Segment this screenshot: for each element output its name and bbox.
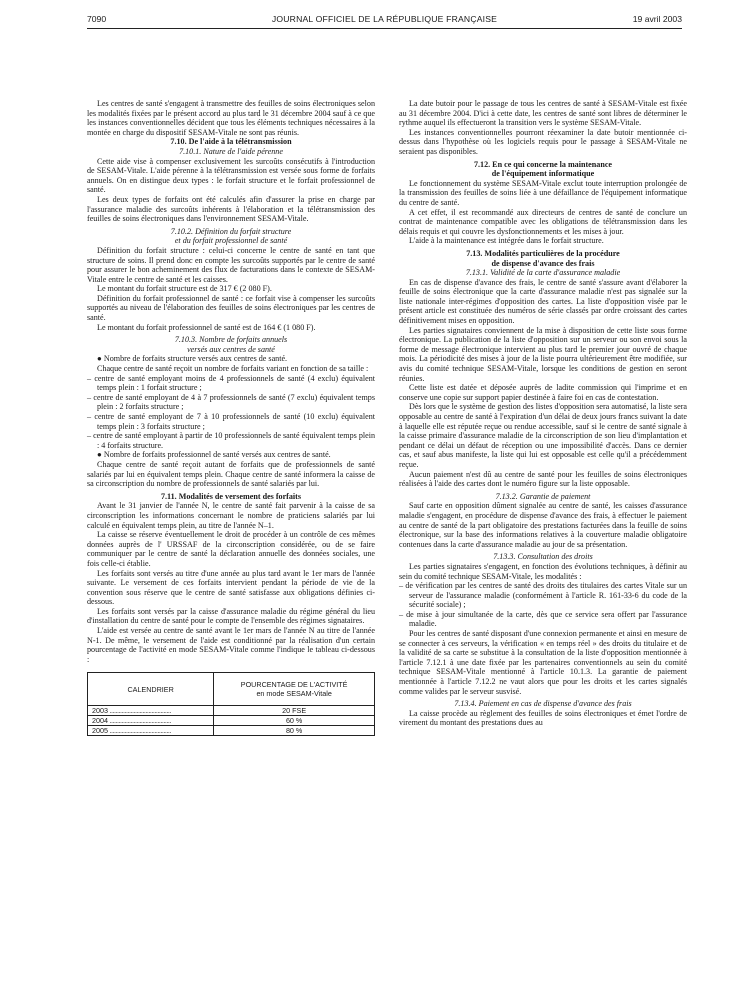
right-column <box>399 99 687 728</box>
subsection-heading-7-10-3: 7.10.3. Nombre de forfaits annuels <box>174 335 288 345</box>
page-number: 7090 <box>87 14 107 24</box>
publication-date: 19 avril 2003 <box>632 14 682 24</box>
dash-item: – centre de santé employant de 7 à 10 professionnels de santé (10 exclu) équivalent temps plein : 3 forfaits structure ; <box>87 412 375 431</box>
paragraph: La caisse procède au règlement des feuilles de soins électroniques et émet l'ordre de virement du montant des prestations dues au <box>399 708 687 728</box>
paragraph: Le montant du forfait professionnel de santé est de 164 € (1 080 F). <box>97 322 316 332</box>
paragraph: En cas de dispense d'avance des frais, le centre de santé s'assure avant d'élaborer la feuille de soins électronique que la carte d'assurance maladie n'est pas signalée sur la liste nationale inter-régimes d'opposition des cartes. La liste d'opposition visée par le présent article est constituée des numéros de série classés par ordre croissant des cartes définitivement mises en opposition. <box>399 277 687 326</box>
subsection-heading-7-13-3: 7.13.3. Consultation des droits <box>493 552 593 562</box>
table-header-pourcentage <box>214 673 375 706</box>
paragraph: Cette aide vise à compenser exclusivement les surcoûts consécutifs à l'introduction de SESAM-Vitale. L'aide pérenne à la télétransmission est versée sous forme de forfaits annuels. On en distingue deux types : le forfait structure et le forfait professionnel de santé. <box>87 156 375 195</box>
activity-percentage-table <box>87 672 375 736</box>
table-header-pourcentage-line1: POURCENTAGE DE L'ACTIVITÉ <box>240 679 348 689</box>
table-cell-value: 20 FSE <box>214 706 375 716</box>
subsection-heading-7-10-2: 7.10.2. Définition du forfait structure <box>170 226 292 236</box>
subsection-heading-7-10-1: 7.10.1. Nature de l'aide pérenne <box>179 146 283 156</box>
section-heading-7-11: 7.11. Modalités de versement des forfaits <box>160 491 302 501</box>
paragraph: La caisse se réserve éventuellement le droit de procéder à un contrôle de ces mêmes données auprès de l' URSSAF de la circonscription considérée, ou de se faire communiquer par le centre de santé la déclaration annuelle des données sociales, une fois celle-ci établie. <box>87 530 375 568</box>
table-cell-year: 2003 ......................................... <box>88 706 214 716</box>
dash-item: – centre de santé employant à partir de 10 professionnels de santé équivalent temps plein : 4 forfaits structure. <box>87 431 375 450</box>
paragraph: Sauf carte en opposition dûment signalée au centre de santé, les caisses d'assurance maladie s'engagent, en procédure de dispense d'avance des frais, à effectuer le paiement au centre de santé de la part obligatoire des prestations facturées dans la feuille de soins électronique, sur la base des informations relatives à la couverture maladie obligatoire contenues dans la carte d'assurance maladie au jour de sa présentation. <box>399 501 687 549</box>
paragraph: La date butoir pour le passage de tous les centres de santé à SESAM-Vitale est fixée au 31 décembre 2004. D'ici à cette date, les centres de santé sont libres de déterminer le rythme auquel ils effectueront la transition vers le système SESAM-Vitale. <box>399 99 687 128</box>
subsection-heading-7-10-3-line2: versés aux centres de santé <box>187 344 275 354</box>
paragraph: Les forfaits sont versés au titre d'une année au plus tard avant le 1er mars de l'année suivante. Le versement de ces forfaits intervient pendant la période de vie de la convention sous réserve que le centre de santé satisfasse aux obligations définies ci-dessous. <box>87 568 375 607</box>
paragraph: Le fonctionnement du système SESAM-Vitale exclut toute interruption prolongée de la transmission des feuilles de soins liée à une défaillance de l'équipement informatique du centre de santé. <box>399 178 687 207</box>
paragraph: L'aide est versée au centre de santé avant le 1er mars de l'année N au titre de l'année N-1. De même, le versement de l'aide est conditionné par la réalisation d'un certain pourcentage de l'activité en mode SESAM-Vitale comme l'indique le tableau ci-dessous : <box>87 626 375 664</box>
paragraph: Cette liste est datée et déposée auprès de ladite commission qui l'imprime et en conserve une copie sur support papier destinée à faire foi en cas de contestation. <box>399 383 687 402</box>
paragraph: Les deux types de forfaits ont été calculés afin d'assurer la prise en charge par l'assurance maladie des surcoûts inhérents à l'élaboration et la télétransmission des feuilles de soins électroniques dans l'environnement SESAM-Vitale. <box>87 194 375 224</box>
subsection-heading-7-13-4: 7.13.4. Paiement en cas de dispense d'avance des frais <box>454 699 632 709</box>
subsection-heading-7-10-2-line2: et du forfait professionnel de santé <box>174 236 288 246</box>
paragraph: Pour les centres de santé disposant d'une connexion permanente et ainsi en mesure de se connecter à ces serveurs, la vérification « en temps réel » des droits du titulaire et de la validité de sa carte se substitue à la consultation de la liste d'opposition mentionnée à l'article 7.12.1 à une date fixée par les partenaires conventionnels au sein du comité technique SESAM-Vitale mentionné à l'article 10.1.3. La garantie de paiement mentionnée à l'article 7.12.2 ne vaut alors que pour les droits et les cartes signalés comme valides par le serveur susvisé. <box>399 629 687 696</box>
paragraph: Les parties signataires conviennent de la mise à disposition de cette liste sous forme électronique. La publication de la liste d'opposition sur un serveur ou son envoi sous la forme de message électronique intervient au plus tard le premier jour ouvré de chaque mois. La périodicité des mises à jour de la liste pourra ultérieurement être modifiée, sur avis du comité technique SESAM-Vitale, lorsque les conditions de gestion en seront réunies. <box>399 325 687 383</box>
paragraph: Les parties signataires s'engagent, en fonction des évolutions techniques, à définir au sein du comité technique SESAM-Vitale, les modalités : <box>399 561 687 581</box>
table-header-pourcentage-line2: en mode SESAM-Vitale <box>256 689 332 699</box>
paragraph: Définition du forfait professionnel de santé : ce forfait vise à compenser les surcoûts supportés au niveau de l'élaboration des feuilles de soins électroniques par les centres de santé. <box>87 293 375 323</box>
table-cell-year: 2004 ......................................... <box>88 716 214 726</box>
paragraph: Le montant du forfait structure est de 317 € (2 080 F). <box>97 284 272 294</box>
journal-title: JOURNAL OFFICIEL DE LA RÉPUBLIQUE FRANÇAISE <box>271 14 498 24</box>
section-heading-7-13-line2: de dispense d'avance des frais <box>491 258 595 268</box>
paragraph: Chaque centre de santé reçoit un nombre de forfaits variant en fonction de sa taille : <box>97 364 369 374</box>
header-rule <box>87 28 682 29</box>
table-cell-year: 2005 ......................................... <box>88 726 214 736</box>
paragraph: Les forfaits sont versés par la caisse d'assurance maladie du régime général du lieu d'installation du centre de santé pour le compte de l'ensemble des régimes signataires. <box>87 606 375 626</box>
page-header <box>87 14 682 28</box>
table-cell-value: 60 % <box>214 716 375 726</box>
dash-item: – de mise à jour simultanée de la carte, dès que ce service sera offert par l'assurance maladie. <box>399 609 687 629</box>
dash-item: – centre de santé employant de 4 à 7 professionnels de santé (7 exclu) équivalent temps plein : 2 forfaits structure ; <box>87 392 375 412</box>
bullet-item: ● Nombre de forfaits professionnel de santé versés aux centres de santé. <box>97 450 331 460</box>
dash-item: – de vérification par les centres de santé des droits des titulaires des cartes Vitale sur un serveur de l'assurance maladie (conformément à l'article R. 161-33-6 du code de la sécurité sociale) ; <box>399 581 687 610</box>
paragraph: L'aide à la maintenance est intégrée dans le forfait structure. <box>409 236 604 246</box>
section-heading-7-13: 7.13. Modalités particulières de la procédure <box>466 248 620 258</box>
left-column <box>87 99 375 736</box>
dash-item: – centre de santé employant moins de 4 professionnels de santé (4 exclu) équivalent temps plein : 1 forfait structure ; <box>87 373 375 393</box>
section-heading-7-12: 7.12. En ce qui concerne la maintenance <box>473 159 613 169</box>
paragraph: A cet effet, il est recommandé aux directeurs de centres de santé de conclure un contrat de maintenance compatible avec les obligations de télétransmission dans les délais requis et qui couvre les dysfonctionnements et les mises à jour. <box>399 207 687 236</box>
bullet-item: ● Nombre de forfaits structure versés aux centres de santé. <box>97 354 288 364</box>
paragraph: Aucun paiement n'est dû au centre de santé pour les feuilles de soins électroniques réalisées à l'aide des cartes dont le numéro figure sur la liste opposable. <box>399 469 687 489</box>
subsection-heading-7-13-1: 7.13.1. Validité de la carte d'assurance maladie <box>465 268 621 278</box>
paragraph: Avant le 31 janvier de l'année N, le centre de santé fait parvenir à la caisse de sa circonscription les informations concernant le nombre de praticiens salariés par lui calculé en équivalent temps plein, au titre de l'année N–1. <box>87 501 375 530</box>
paragraph: Définition du forfait structure : celui-ci concerne le centre de santé en tant que structure de soins. Il prend donc en compte les surcoûts supportés par le centre de santé pour assurer le bon acheminement des flux de facturations dans le contexte de SESAM-Vitale entre le centre de santé et les caisses. <box>87 245 375 284</box>
paragraph: Chaque centre de santé reçoit autant de forfaits que de professionnels de santé salariés par lui en équivalent temps plein. Chaque centre de santé informera la caisse de sa circonscription du nombre de professionnels de santé salariés par lui. <box>87 459 375 489</box>
subsection-heading-7-13-2: 7.13.2. Garantie de paiement <box>495 491 591 501</box>
section-heading-7-12-line2: de l'équipement informatique <box>491 169 595 179</box>
table-header-calendrier: CALENDRIER <box>88 673 214 706</box>
table-cell-value: 80 % <box>214 726 375 736</box>
paragraph: Dès lors que le système de gestion des listes d'opposition sera automatisé, la liste sera opposable au centre de santé à l'expiration d'un délai de deux jours francs suivant la date à laquelle elle est réputée reçue ou rendue accessible, sauf si le centre de santé signale à la caisse primaire d'assurance maladie de la circonscription de son lieu d'implantation et pendant ce délai un défaut de réception ou une impossibilité d'accès. Dans ce dernier cas, et sauf abus manifeste, la liste qui lui est opposable est celle qu'il a précédemment reçue. <box>399 402 687 469</box>
paragraph: Les centres de santé s'engagent à transmettre des feuilles de soins électroniques selon les modalités fixées par le présent accord au plus tard le 31 décembre 2004 sauf à ce que les instances conventionnelles décident que tous les éléments techniques nécessaires à la montée en charge du dispositif SESAM-Vitale ne sont pas réunis. <box>87 99 375 137</box>
section-heading-7-10: 7.10. De l'aide à la télétransmission <box>170 137 292 147</box>
paragraph: Les instances conventionnelles pourront réexaminer la date butoir mentionnée ci-dessus dans l'hypothèse où les logiciels requis pour le passage à SESAM-Vitale ne seraient pas disponibles. <box>399 127 687 156</box>
